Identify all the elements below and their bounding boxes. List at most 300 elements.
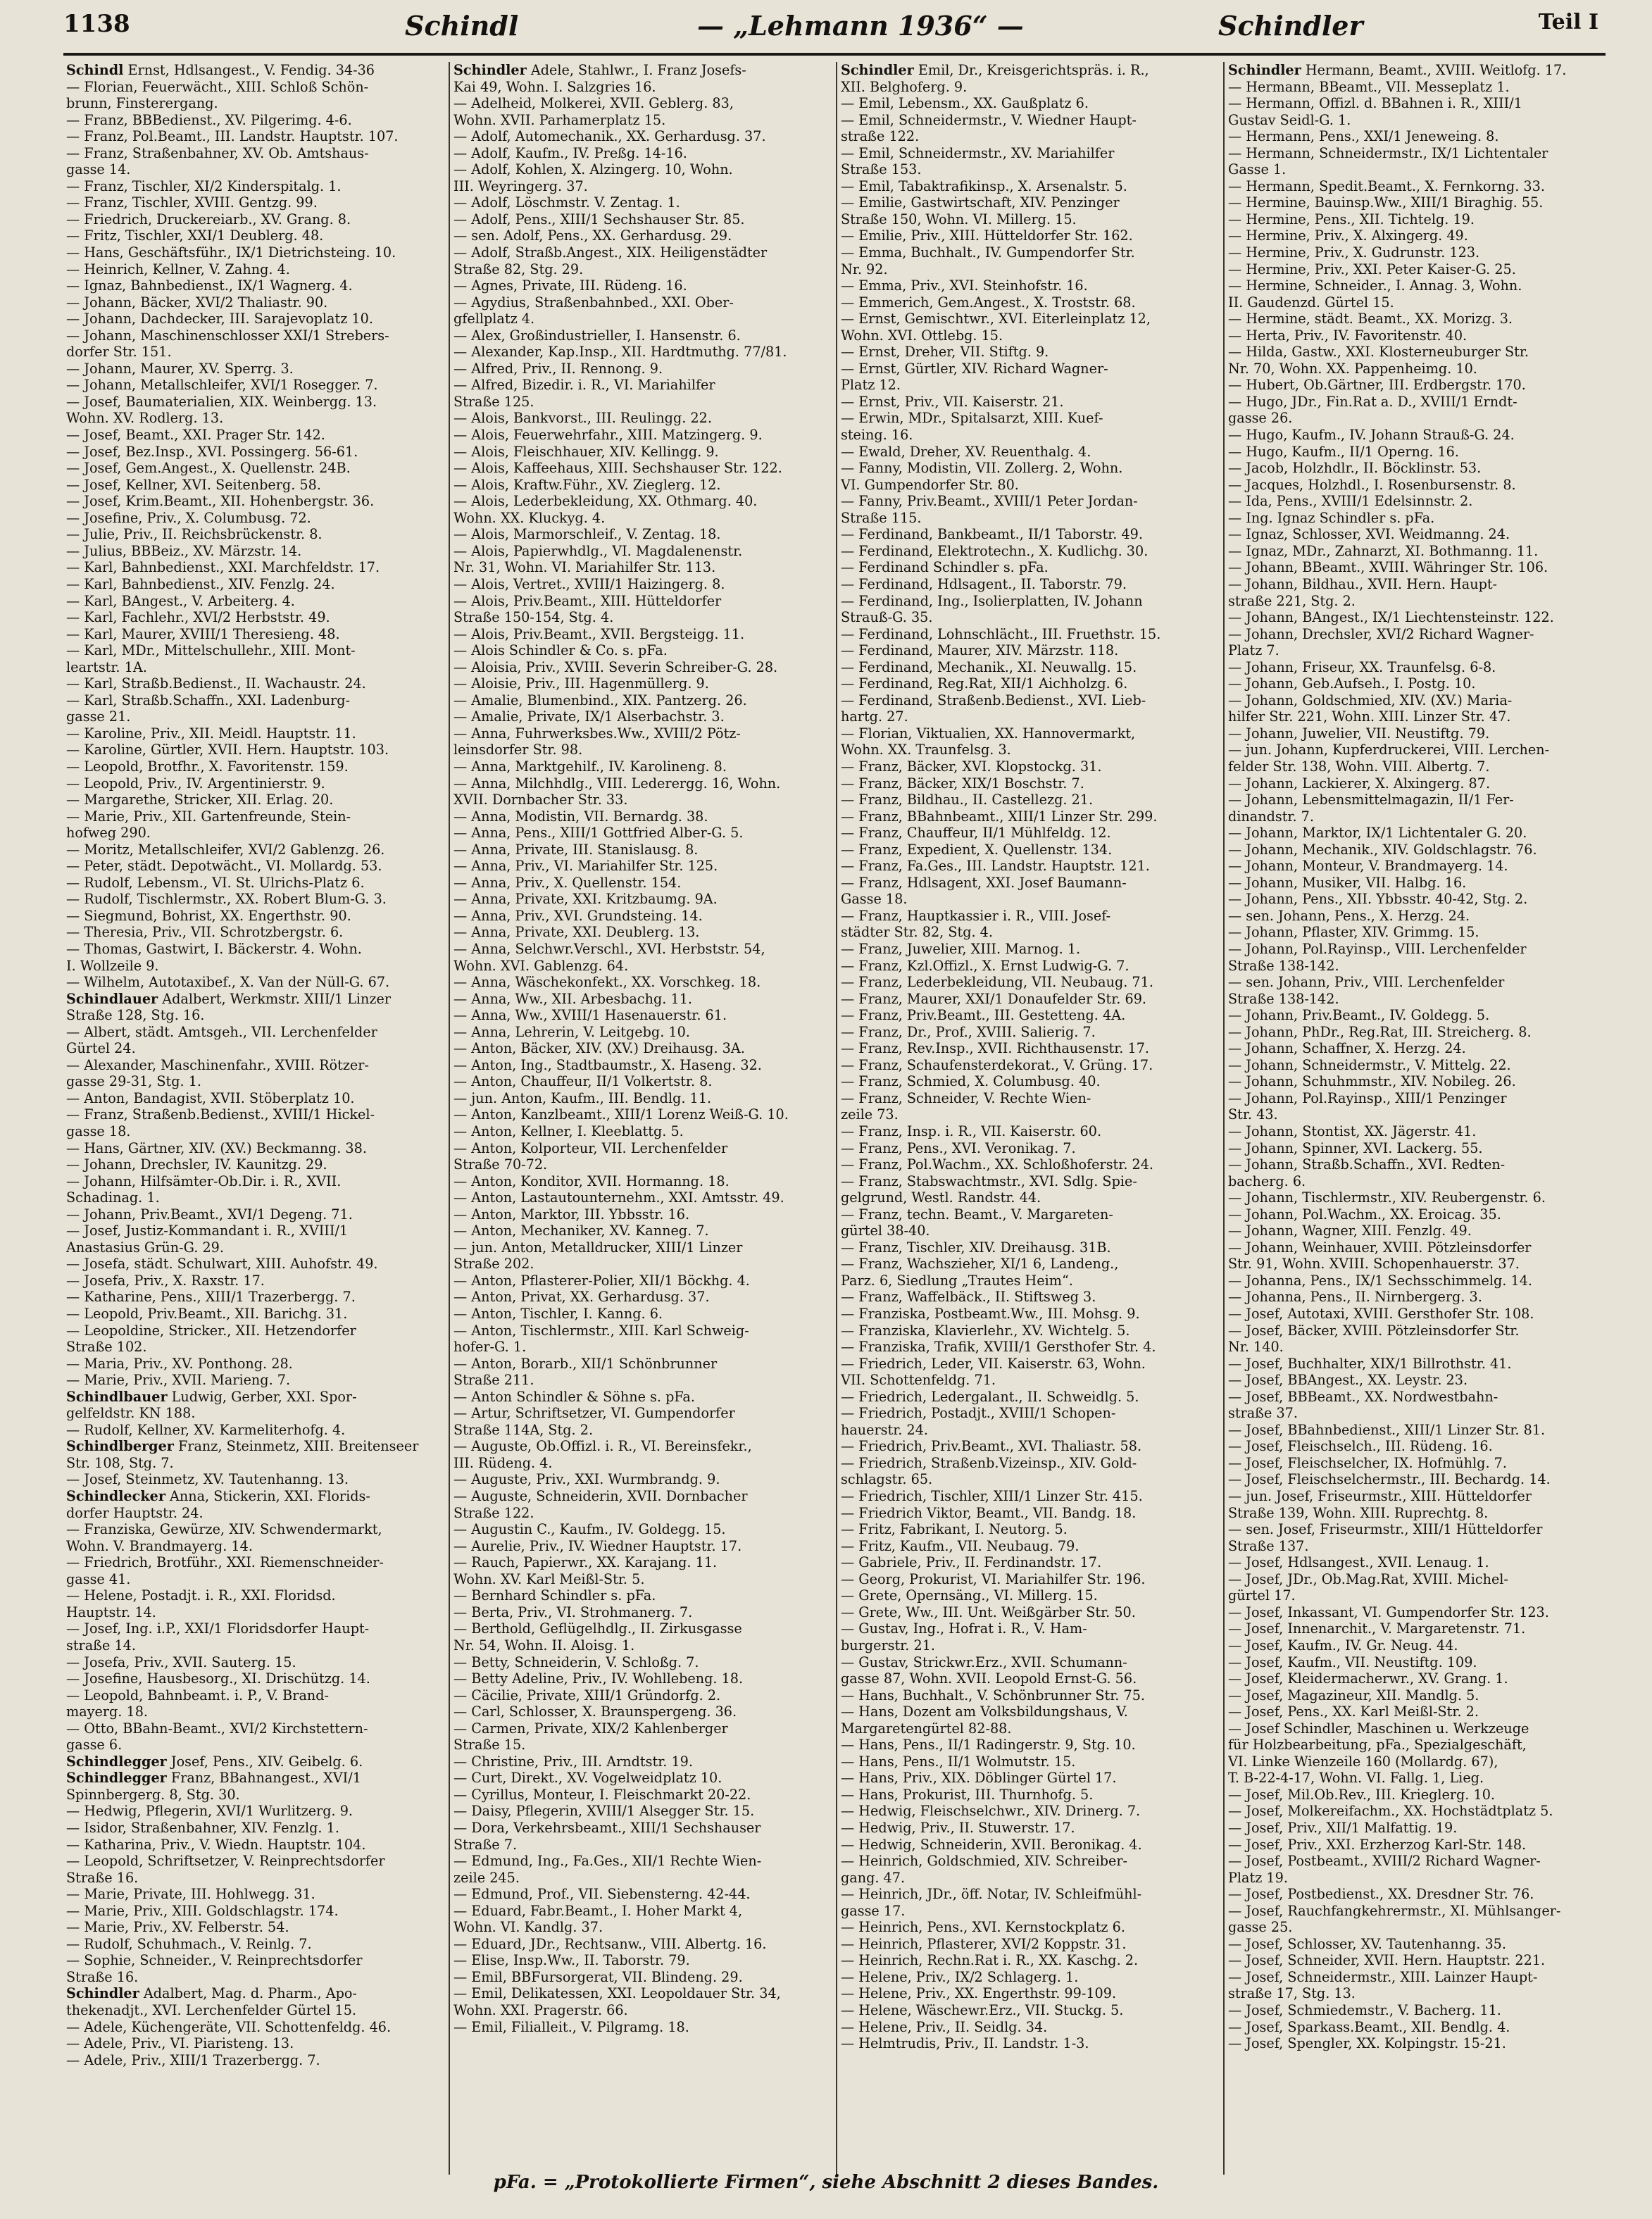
directory-line: — jun. Josef, Friseurmstr., XIII. Hütteldorfer (1228, 1488, 1532, 1505)
directory-line: — Hans, Pens., II/1 Radingerstr. 9, Stg. 10. (841, 1737, 1136, 1754)
directory-line: — Jacob, Holzhdlr., II. Böcklinstr. 53. (1228, 460, 1482, 477)
directory-line: — Hermine, Bauinsp.Ww., XIII/1 Biraghig. 55. (1228, 194, 1544, 211)
directory-line: Schindler Hermann, Beamt., XVIII. Weitlofg. 17. (1228, 62, 1567, 78)
directory-line: Gasse 18. (841, 891, 908, 908)
center-running-head: — „Lehmann 1936“ — (697, 10, 1024, 42)
directory-line: Schadinag. 1. (66, 1189, 160, 1206)
directory-line: — Josef, JDr., Ob.Mag.Rat, XVIII. Michel- (1228, 1570, 1508, 1587)
directory-line: — Leopold, Priv., IV. Argentinierstr. 9. (66, 775, 325, 792)
directory-line: gasse 21. (66, 708, 131, 725)
directory-line: — Gabriele, Priv., II. Ferdinandstr. 17. (841, 1554, 1102, 1571)
directory-line: — Auguste, Ob.Offizl. i. R., VI. Bereinsfekr., (453, 1438, 752, 1455)
directory-line: — Anna, Priv., X. Quellenstr. 154. (453, 874, 682, 891)
directory-line: — Hedwig, Priv., II. Stuwerstr. 17. (841, 1819, 1075, 1836)
directory-line: — Johann, Priv.Beamt., IV. Goldegg. 5. (1228, 1007, 1490, 1024)
directory-line: leartstr. 1A. (66, 658, 147, 675)
directory-line: — Edmund, Prof., VII. Siebensterng. 42-44. (453, 1886, 751, 1903)
directory-line: — Anton, Kellner, I. Kleeblattg. 5. (453, 1123, 684, 1139)
directory-line: — Franz, Priv.Beamt., III. Gestetteng. 4A. (841, 1007, 1126, 1024)
directory-line: — Anton, Privat, XX. Gerhardusg. 37. (453, 1289, 710, 1306)
directory-line: — Josef, Rauchfangkehrermstr., XI. Mühlsanger- (1228, 1902, 1561, 1919)
directory-line: — Hugo, JDr., Fin.Rat a. D., XVIII/1 Erndt- (1228, 393, 1518, 410)
directory-line: — Carl, Schlosser, X. Braunspergeng. 36. (453, 1704, 737, 1720)
directory-line: für Holzbearbeitung, pFa., Spezialgeschäft, (1228, 1737, 1527, 1754)
page-number: 1138 (63, 10, 130, 38)
directory-line: Wohn. V. Brandmayerg. 14. (66, 1537, 253, 1554)
directory-line: gürtel 17. (1228, 1587, 1296, 1604)
directory-line: — Johann, Pol.Rayinsp., VIII. Lerchenfelder (1228, 940, 1527, 957)
directory-line: — Heinrich, Pflasterer, XVI/2 Koppstr. 31. (841, 1935, 1127, 1952)
directory-line: — Emma, Buchhalt., IV. Gumpendorfer Str. (841, 244, 1135, 261)
directory-line: — Hugo, Kaufm., IV. Johann Strauß-G. 24. (1228, 427, 1515, 444)
directory-line: XII. Belghoferg. 9. (841, 78, 968, 95)
directory-line: Kai 49, Wohn. I. Salzgries 16. (453, 78, 656, 95)
directory-line: — Franz, Bäcker, XIX/1 Boschstr. 7. (841, 775, 1084, 792)
directory-line: Hauptstr. 14. (66, 1604, 156, 1620)
directory-line: Straße 211. (453, 1372, 534, 1389)
directory-line: — Franz, Maurer, XXI/1 Donaufelder Str. 69. (841, 990, 1147, 1007)
directory-line: — Ferdinand, Reg.Rat, XII/1 Aichholzg. 6. (841, 675, 1128, 692)
directory-line: — Josef, Hdlsangest., XVII. Lenaug. 1. (1228, 1554, 1489, 1571)
directory-line: — Adolf, Kaufm., IV. Preßg. 14-16. (453, 144, 687, 161)
directory-line: Nr. 54, Wohn. II. Aloisg. 1. (453, 1637, 635, 1654)
directory-line: — Franz, Hdlsagent, XXI. Josef Baumann- (841, 874, 1127, 891)
directory-line: — Christine, Priv., III. Arndtstr. 19. (453, 1753, 693, 1770)
directory-line: Straße 150, Wohn. VI. Millerg. 15. (841, 211, 1077, 227)
directory-line: dorfer Str. 151. (66, 344, 172, 361)
directory-line: Straße 82, Stg. 29. (453, 261, 584, 277)
directory-line: — Anton, Konditor, XVII. Hormanng. 18. (453, 1173, 730, 1189)
directory-line: — Anton, Ing., Stadtbaumstr., X. Haseng. 32. (453, 1056, 762, 1073)
directory-line: — Anton, Marktor, III. Ybbsstr. 16. (453, 1206, 690, 1223)
directory-line: — Adolf, Pens., XIII/1 Sechshauser Str. 85. (453, 211, 745, 227)
directory-line: — Friedrich, Straßenb.Vizeinsp., XIV. Gold- (841, 1454, 1137, 1471)
directory-line: — Otto, BBahn-Beamt., XVI/2 Kirchstettern- (66, 1720, 368, 1737)
directory-line: Platz 12. (841, 377, 901, 394)
directory-line: — Maria, Priv., XV. Ponthong. 28. (66, 1355, 293, 1372)
directory-line: — Betty, Schneiderin, V. Schloßg. 7. (453, 1654, 699, 1670)
directory-line: — Friedrich, Brotführ., XXI. Riemenschneider- (66, 1554, 384, 1571)
directory-line: — Adolf, Straßb.Angest., XIX. Heiligenstädter (453, 244, 768, 261)
directory-line: — Josef, Fleischselcher, IX. Hofmühlg. 7. (1228, 1454, 1507, 1471)
directory-line: Straße 102. (66, 1339, 147, 1356)
directory-line: — Alois, Priv.Beamt., XIII. Hütteldorfer (453, 592, 722, 609)
directory-line: — Josef, Fleischselchermstr., III. Bechardg. 14. (1228, 1471, 1551, 1488)
directory-line: Str. 108, Stg. 7. (66, 1454, 174, 1471)
directory-line: — Hans, Dozent am Volksbildungshaus, V. (841, 1704, 1128, 1720)
directory-line: — Emilie, Priv., XIII. Hütteldorfer Str. 162. (841, 227, 1133, 244)
directory-line: — Adele, Priv., VI. Piaristeng. 13. (66, 2035, 294, 2052)
directory-line: — Eduard, JDr., Rechtsanw., VIII. Albertg. 16. (453, 1935, 767, 1952)
directory-line: Spinnbergerg. 8, Stg. 30. (66, 1786, 240, 1803)
directory-line: — Karl, Maurer, XVIII/1 Theresieng. 48. (66, 625, 340, 642)
directory-line: — Josefa, städt. Schulwart, XIII. Auhofstr. 49. (66, 1256, 378, 1273)
directory-line: — Alois, Feuerwehrfahr., XIII. Matzingerg. 9. (453, 427, 763, 444)
directory-line: — Johann, Mechanik., XIV. Goldschlagstr. 76. (1228, 841, 1537, 858)
directory-line: — Katharina, Priv., V. Wiedn. Hauptstr. 104. (66, 1836, 366, 1853)
directory-line: gasse 41. (66, 1570, 131, 1587)
directory-line: Straße 7. (453, 1836, 518, 1853)
directory-line: — jun. Johann, Kupferdruckerei, VIII. Lerchen- (1228, 742, 1550, 758)
directory-line: — Karl, BAngest., V. Arbeiterg. 4. (66, 592, 295, 609)
directory-line: — Anton, Borarb., XII/1 Schönbrunner (453, 1355, 718, 1372)
directory-line: — Anton, Bandagist, XVII. Stöberplatz 10. (66, 1089, 355, 1106)
directory-line: — Hugo, Kaufm., II/1 Operng. 16. (1228, 443, 1459, 460)
directory-line: Str. 91, Wohn. XVIII. Schopenhauerstr. 37. (1228, 1256, 1520, 1273)
directory-line: Wohn. XX. Traunfelsg. 3. (841, 742, 1011, 758)
directory-line: — Josef, Schneidermstr., XIII. Lainzer Haupt- (1228, 1968, 1538, 1985)
directory-line: Straße 138-142. (1228, 957, 1339, 974)
directory-line: — Hans, Pens., II/1 Wolmutstr. 15. (841, 1753, 1076, 1770)
directory-line: — Ignaz, Schlosser, XVI. Weidmanng. 24. (1228, 526, 1510, 543)
directory-line: — Hermine, Schneider., I. Annag. 3, Wohn. (1228, 277, 1522, 294)
directory-line: mayerg. 18. (66, 1704, 148, 1720)
directory-line: — Josef, Priv., XXI. Erzherzog Karl-Str. 148. (1228, 1836, 1527, 1853)
directory-line: — Josef, Kleidermacherwr., XV. Grang. 1. (1228, 1670, 1508, 1687)
directory-line: zeile 245. (453, 1869, 520, 1886)
right-running-head: Schindler (1218, 10, 1363, 42)
directory-line: — Carmen, Private, XIX/2 Kahlenberger (453, 1720, 728, 1737)
directory-line: — Josef, Ing. i.P., XXI/1 Floridsdorfer Haupt- (66, 1620, 370, 1637)
directory-line: — Franz, BBBedienst., XV. Pilgerimg. 4-6. (66, 111, 352, 128)
directory-line: — Leopold, Schriftsetzer, V. Reinprechtsdorfer (66, 1853, 385, 1870)
directory-line: — Josef, Schlosser, XV. Tautenhanng. 35. (1228, 1935, 1506, 1952)
directory-line: — Hilda, Gastw., XXI. Klosterneuburger Str. (1228, 344, 1529, 361)
directory-line: — Josef, Pens., XX. Karl Meißl-Str. 2. (1228, 1704, 1479, 1720)
directory-line: — Josef, Bez.Insp., XVI. Possingerg. 56-61. (66, 443, 358, 460)
directory-line: — Helene, Priv., IX/2 Schlagerg. 1. (841, 1968, 1079, 1985)
directory-line: Schindlegger Franz, BBahnangest., XVI/1 (66, 1770, 361, 1787)
directory-line: — Alexander, Kap.Insp., XII. Hardtmuthg. 77/81. (453, 344, 787, 361)
directory-line: — Franz, Fa.Ges., III. Landstr. Hauptstr. 121. (841, 858, 1150, 875)
directory-line: — Josef, Magazineur, XII. Mandlg. 5. (1228, 1687, 1479, 1704)
directory-line: — Josef, Postbedienst., XX. Dresdner Str. 76. (1228, 1886, 1534, 1903)
directory-line: Schindlauer Adalbert, Werkmstr. XIII/1 Linzer (66, 990, 392, 1007)
directory-line: — Helene, Priv., XX. Engerthstr. 99-109. (841, 1985, 1117, 2002)
directory-line: — Emil, Lebensm., XX. Gaußplatz 6. (841, 95, 1089, 112)
directory-line: — Aloisie, Priv., III. Hagenmüllerg. 9. (453, 675, 709, 692)
directory-line: I. Wollzeile 9. (66, 957, 159, 974)
directory-line: — Josef, Baumaterialien, XIX. Weinbergg. 13. (66, 393, 377, 410)
directory-line: — Franz, Schaufensterdekorat., V. Grüng. 17. (841, 1056, 1153, 1073)
directory-line: — Franz, Tischler, XI/2 Kinderspitalg. 1. (66, 177, 342, 194)
directory-line: — Josefine, Hausbesorg., XI. Drischützg. 14. (66, 1670, 370, 1687)
directory-line: — Alois, Kaffeehaus, XIII. Sechshauser Str. 122. (453, 460, 782, 477)
directory-line: — Florian, Viktualien, XX. Hannovermarkt, (841, 725, 1136, 742)
directory-line: — Anna, Private, XXI. Kritzbaumg. 9A. (453, 891, 718, 908)
directory-line: — Emil, Delikatessen, XXI. Leopoldauer Str. 34, (453, 1985, 781, 2002)
directory-line: — Franz, Stabswachtmstr., XVI. Sdlg. Spie- (841, 1173, 1137, 1189)
directory-line: — Franziska, Postbeamt.Ww., III. Mohsg. 9. (841, 1306, 1140, 1323)
directory-line: — Gustav, Ing., Hofrat i. R., V. Ham- (841, 1620, 1087, 1637)
directory-line: Nr. 70, Wohn. XX. Pappenheimg. 10. (1228, 360, 1477, 377)
directory-line: — Johann, Stontist, XX. Jägerstr. 41. (1228, 1123, 1477, 1139)
directory-line: Str. 43. (1228, 1106, 1278, 1123)
directory-line: — Hans, Gärtner, XIV. (XV.) Beckmanng. 38. (66, 1139, 367, 1156)
directory-line: — Anna, Modistin, VII. Bernardg. 38. (453, 808, 708, 825)
directory-line: — Ferdinand, Straßenb.Bedienst., XVI. Lieb- (841, 692, 1146, 708)
directory-line: — Johann, Monteur, V. Brandmayerg. 14. (1228, 858, 1508, 875)
directory-line: — Margarethe, Stricker, XII. Erlag. 20. (66, 792, 334, 808)
directory-line: — Ferdinand, Maurer, XIV. Märzstr. 118. (841, 642, 1119, 659)
directory-line: — Helene, Priv., II. Seidlg. 34. (841, 2018, 1048, 2035)
directory-line: — Johann, Hilfsämter-Ob.Dir. i. R., XVII. (66, 1173, 342, 1189)
directory-line: — Alois, Marmorschleif., V. Zentag. 18. (453, 526, 721, 543)
directory-line: — Hermine, Pens., XII. Tichtelg. 19. (1228, 211, 1475, 227)
directory-line: — Fritz, Kaufm., VII. Neubaug. 79. (841, 1537, 1080, 1554)
directory-line: — Anna, Lehrerin, V. Leitgebg. 10. (453, 1023, 690, 1040)
directory-line: — Aloisia, Priv., XVIII. Severin Schreiber-G. 28. (453, 658, 778, 675)
directory-line: — Ernst, Priv., VII. Kaiserstr. 21. (841, 393, 1064, 410)
directory-line: — Alfred, Bizedir. i. R., VI. Mariahilfer (453, 377, 715, 394)
directory-line: — Ida, Pens., XVIII/1 Edelsinnstr. 2. (1228, 493, 1473, 510)
header-rule (63, 53, 1606, 56)
directory-line: — Franziska, Klavierlehr., XV. Wichtelg. 5. (841, 1322, 1130, 1339)
directory-line: — Ferdinand, Ing., Isolierplatten, IV. Johann (841, 592, 1143, 609)
directory-line: — Franz, Dr., Prof., XVIII. Salierig. 7. (841, 1023, 1096, 1040)
directory-line: — Johann, Friseur, XX. Traunfelsg. 6-8. (1228, 658, 1496, 675)
directory-line: — Ignaz, Bahnbedienst., IX/1 Wagnerg. 4. (66, 277, 353, 294)
directory-line: — Grete, Opernsäng., VI. Millerg. 15. (841, 1587, 1098, 1604)
directory-line: — Hans, Prokurist, III. Thurnhofg. 5. (841, 1786, 1094, 1803)
directory-line: straße 14. (66, 1637, 136, 1654)
directory-line: — Anton, Mechaniker, XV. Kanneg. 7. (453, 1223, 709, 1239)
directory-line: — Franz, Juwelier, XIII. Marnog. 1. (841, 940, 1081, 957)
directory-line: — Friedrich Viktor, Beamt., VII. Bandg. 18. (841, 1504, 1137, 1521)
directory-line: — Ferdinand, Elektrotechn., X. Kudlichg. 30. (841, 542, 1149, 559)
directory-line: — Wilhelm, Autotaxibef., X. Van der Nüll-G. 67. (66, 974, 390, 991)
page-header (63, 10, 1598, 45)
directory-line: — Josef, Bäcker, XVIII. Pötzleinsdorfer Str. (1228, 1322, 1520, 1339)
directory-line: — Theresia, Priv., VII. Schrotzbergstr. 6. (66, 924, 344, 941)
directory-line: — Alois, Priv.Beamt., XVII. Bergsteigg. 11. (453, 625, 745, 642)
directory-line: Straße 150-154, Stg. 4. (453, 609, 614, 626)
directory-line: — Josef Schindler, Maschinen u. Werkzeuge (1228, 1720, 1529, 1737)
directory-line: Wohn. VI. Kandlg. 37. (453, 1919, 603, 1936)
directory-line: — Josef, Autotaxi, XVIII. Gersthofer Str. 108. (1228, 1306, 1534, 1323)
directory-line: — Adele, Küchengeräte, VII. Schottenfeldg. 46. (66, 2018, 392, 2035)
directory-line: Straße 137. (1228, 1537, 1309, 1554)
directory-line: — Florian, Feuerwächt., XIII. Schloß Schön- (66, 78, 369, 95)
directory-line: — Karl, Fachlehr., XVI/2 Herbststr. 49. (66, 609, 330, 626)
directory-line: — Heinrich, Rechn.Rat i. R., XX. Kaschg. 2. (841, 1952, 1139, 1969)
directory-line: — Franz, Bäcker, XVI. Klopstockg. 31. (841, 758, 1102, 775)
part-label: Teil I (1538, 10, 1598, 35)
directory-line: Anastasius Grün-G. 29. (66, 1239, 224, 1256)
directory-line: — Julius, BBBeiz., XV. Märzstr. 14. (66, 542, 302, 559)
directory-line: VI. Linke Wienzeile 160 (Mollardg. 67), (1228, 1753, 1498, 1770)
directory-line: — Anton, Kanzlbeamt., XIII/1 Lorenz Weiß-G. 10. (453, 1106, 789, 1123)
directory-line: — Johann, Bäcker, XVI/2 Thaliastr. 90. (66, 294, 328, 311)
directory-line: — Fritz, Fabrikant, I. Neutorg. 5. (841, 1521, 1068, 1538)
directory-line: leinsdorfer Str. 98. (453, 742, 583, 758)
directory-line: — Leopold, Priv.Beamt., XII. Barichg. 31. (66, 1306, 348, 1323)
directory-line: — Jacques, Holzhdl., I. Rosenbursenstr. 8. (1228, 476, 1516, 493)
directory-line: — Johann, Lackierer, X. Alxingerg. 87. (1228, 775, 1491, 792)
directory-line: Straße 70-72. (453, 1156, 548, 1173)
directory-line: — Berta, Priv., VI. Strohmanerg. 7. (453, 1604, 693, 1620)
directory-line: Parz. 6, Siedlung „Trautes Heim“. (841, 1272, 1073, 1289)
directory-line: brunn, Finsterergang. (66, 95, 218, 112)
directory-line: — Bernhard Schindler s. pFa. (453, 1587, 656, 1604)
directory-line: Strauß-G. 35. (841, 609, 933, 626)
directory-line: — Karl, Bahnbedienst., XXI. Marchfeldstr. 17. (66, 559, 380, 576)
directory-line: — Franz, Pol.Beamt., III. Landstr. Hauptstr. 107. (66, 128, 399, 145)
directory-line: — Johann, Straßb.Schaffn., XVI. Redten- (1228, 1156, 1506, 1173)
directory-line: — Hubert, Ob.Gärtner, III. Erdbergstr. 170. (1228, 377, 1526, 394)
directory-line: Straße 122. (453, 1504, 534, 1521)
directory-line: — Johann, Dachdecker, III. Sarajevoplatz 10. (66, 311, 373, 327)
directory-line: — Johann, Maurer, XV. Sperrg. 3. (66, 360, 294, 377)
directory-line: — Agnes, Private, III. Rüdeng. 16. (453, 277, 687, 294)
directory-line: Straße 128, Stg. 16. (66, 1007, 205, 1024)
directory-line: — Josef, Spengler, XX. Kolpingstr. 15-21. (1228, 2035, 1506, 2052)
directory-line: — Emmerich, Gem.Angest., X. Troststr. 68. (841, 294, 1136, 311)
directory-line: felder Str. 138, Wohn. VIII. Albertg. 7. (1228, 758, 1490, 775)
directory-line: — Berthold, Geflügelhdlg., II. Zirkusgasse (453, 1620, 742, 1637)
directory-line: — Johann, Bildhau., XVII. Hern. Haupt- (1228, 575, 1498, 592)
directory-line: — Anna, Wäschekonfekt., XX. Vorschkeg. 18. (453, 974, 761, 991)
directory-line: XVII. Dornbacher Str. 33. (453, 792, 628, 808)
directory-line: — Alois, Bankvorst., III. Reulingg. 22. (453, 410, 712, 427)
directory-line: Platz 7. (1228, 642, 1279, 659)
directory-line: — Karl, MDr., Mittelschullehr., XIII. Mont- (66, 642, 356, 659)
directory-line: — Franz, BBahnbeamt., XIII/1 Linzer Str. 299. (841, 808, 1158, 825)
directory-line: — Anna, Priv., XVI. Grundsteing. 14. (453, 907, 703, 924)
directory-line: hauerstr. 24. (841, 1421, 929, 1438)
directory-line: — Sophie, Schneider., V. Reinprechtsdorfer (66, 1952, 363, 1969)
directory-line: — Ignaz, MDr., Zahnarzt, XI. Bothmanng. 11. (1228, 542, 1539, 559)
directory-line: — Anna, Milchhdlg., VIII. Lederergg. 16, Wohn. (453, 775, 781, 792)
directory-line: — sen. Adolf, Pens., XX. Gerhardusg. 29. (453, 227, 732, 244)
directory-line: — Johann, Weinhauer, XVIII. Pötzleinsdorfer (1228, 1239, 1532, 1256)
directory-line: — Franz, Pol.Wachm., XX. Schloßhoferstr. 24. (841, 1156, 1154, 1173)
directory-line: steing. 16. (841, 427, 913, 444)
directory-line: — Amalie, Blumenbind., XIX. Pantzerg. 26. (453, 692, 747, 708)
directory-line: — Johann, Marktor, IX/1 Lichtentaler G. 20. (1228, 825, 1527, 842)
directory-line: — Karl, Bahnbedienst., XIV. Fenzlg. 24. (66, 575, 335, 592)
directory-line: — Johann, Drechsler, XVI/2 Richard Wagner- (1228, 625, 1534, 642)
directory-line: — Anna, Ww., XVIII/1 Hasenauerstr. 61. (453, 1007, 727, 1024)
directory-line: Straße 202. (453, 1256, 534, 1273)
directory-line: Wohn. XVI. Ottlebg. 15. (841, 327, 1003, 344)
directory-line: — Anna, Pens., XIII/1 Gottfried Alber-G. 5. (453, 825, 744, 842)
directory-line: T. B-22-4-17, Wohn. VI. Fallg. 1, Lieg. (1228, 1770, 1484, 1787)
directory-line: — Georg, Prokurist, VI. Mariahilfer Str. 196. (841, 1570, 1146, 1587)
directory-line: — Helene, Postadjt. i. R., XXI. Floridsd. (66, 1587, 336, 1604)
directory-line: — Franz, Schneider, V. Rechte Wien- (841, 1089, 1091, 1106)
directory-line: — Josef, Priv., XII/1 Malfattig. 19. (1228, 1819, 1458, 1836)
directory-line: — Anna, Private, III. Stanislausg. 8. (453, 841, 699, 858)
directory-line: — Franz, Chauffeur, II/1 Mühlfeldg. 12. (841, 825, 1111, 842)
directory-line: Nr. 140. (1228, 1339, 1284, 1356)
directory-line: — Johann, BAngest., IX/1 Liechtensteinstr. 122. (1228, 609, 1554, 626)
directory-line: — Josef, Inkassant, VI. Gumpendorfer Str. 123. (1228, 1604, 1549, 1620)
directory-line: straße 37. (1228, 1405, 1298, 1422)
directory-line: dorfer Hauptstr. 24. (66, 1504, 204, 1521)
directory-line: — Hermine, städt. Beamt., XX. Morizg. 3. (1228, 311, 1513, 327)
directory-line: — Dora, Verkehrsbeamt., XIII/1 Sechshauser (453, 1819, 761, 1836)
directory-line: — Adele, Priv., XIII/1 Trazerbergg. 7. (66, 2051, 320, 2068)
directory-line: — Hans, Geschäftsführ., IX/1 Dietrichsteing. 10. (66, 244, 396, 261)
directory-line: — Franz, Waffelbäck., II. Stiftsweg 3. (841, 1289, 1096, 1306)
directory-line: Wohn. XX. Kluckyg. 4. (453, 509, 606, 526)
directory-line: — Emilie, Gastwirtschaft, XIV. Penzinger (841, 194, 1120, 211)
directory-line: II. Gaudenzd. Gürtel 15. (1228, 294, 1394, 311)
directory-line: — Hermann, Spedit.Beamt., X. Fernkorng. 33. (1228, 177, 1545, 194)
directory-line: — Elise, Insp.Ww., II. Taborstr. 79. (453, 1952, 690, 1969)
directory-line: — Hedwig, Schneiderin, XVII. Beronikag. 4. (841, 1836, 1142, 1853)
directory-line: — Johanna, Pens., IX/1 Sechsschimmelg. 14. (1228, 1272, 1533, 1289)
directory-line: — Marie, Private, III. Hohlwegg. 31. (66, 1886, 315, 1903)
directory-line: — Ing. Ignaz Schindler s. pFa. (1228, 509, 1435, 526)
directory-line: — Friedrich, Leder, VII. Kaiserstr. 63, Wohn. (841, 1355, 1146, 1372)
directory-line: — Johann, Drechsler, IV. Kaunitzg. 29. (66, 1156, 327, 1173)
directory-line: Straße 139, Wohn. XIII. Ruprechtg. 8. (1228, 1504, 1489, 1521)
directory-line: — Johann, Juwelier, VII. Neustiftg. 79. (1228, 725, 1490, 742)
directory-line: — Franz, Tischler, XVIII. Gentzg. 99. (66, 194, 318, 211)
directory-line: — Franz, Straßenb.Bedienst., XVIII/1 Hickel- (66, 1106, 375, 1123)
directory-line: gasse 87, Wohn. XVII. Leopold Ernst-G. 56. (841, 1670, 1137, 1687)
directory-line: — Anton, Lastautounternehm., XXI. Amtsstr. 49. (453, 1189, 784, 1206)
directory-line: — Anna, Ww., XII. Arbesbachg. 11. (453, 990, 693, 1007)
directory-line: — Ernst, Dreher, VII. Stiftg. 9. (841, 344, 1049, 361)
directory-line: — Adolf, Kohlen, X. Alzingerg. 10, Wohn. (453, 161, 733, 178)
directory-line: — Friedrich, Tischler, XIII/1 Linzer Str. 415. (841, 1488, 1143, 1505)
directory-line: bacherg. 6. (1228, 1173, 1306, 1189)
directory-line: VII. Schottenfeldg. 71. (841, 1372, 996, 1389)
directory-line: — Johann, Maschinenschlosser XXI/1 Strebers- (66, 327, 389, 344)
directory-line: III. Weyringerg. 37. (453, 177, 588, 194)
directory-line: — Curt, Direkt., XV. Vogelweidplatz 10. (453, 1770, 722, 1787)
directory-line: — Josef, Fleischselch., III. Rüdeng. 16. (1228, 1438, 1493, 1455)
directory-line: — Hans, Buchhalt., V. Schönbrunner Str. 75. (841, 1687, 1146, 1704)
directory-line: — Josef, BBBeamt., XX. Nordwestbahn- (1228, 1388, 1498, 1405)
directory-line: — Emil, Schneidermstr., XV. Mariahilfer (841, 144, 1115, 161)
directory-line: städter Str. 82, Stg. 4. (841, 924, 993, 941)
directory-line: — jun. Anton, Metalldrucker, XIII/1 Linzer (453, 1239, 743, 1256)
directory-line: Platz 19. (1228, 1869, 1288, 1886)
directory-line: — Anton, Bäcker, XIV. (XV.) Dreihausg. 3A. (453, 1040, 745, 1057)
directory-line: — Rudolf, Tischlermstr., XX. Robert Blum-G. 3. (66, 891, 387, 908)
directory-line: — Josef, Sparkass.Beamt., XII. Bendlg. 4. (1228, 2018, 1510, 2035)
directory-line: Schindler Emil, Dr., Kreisgerichtspräs. i. R., (841, 62, 1149, 78)
directory-line: gasse 26. (1228, 410, 1293, 427)
directory-line: — Katharine, Pens., XIII/1 Trazerbergg. 7. (66, 1289, 356, 1306)
directory-line: — Ernst, Gemischtwr., XVI. Eiterleinplatz 12, (841, 311, 1151, 327)
directory-line: Nr. 92. (841, 261, 888, 277)
directory-line: — Friedrich, Postadjt., XVIII/1 Schopen- (841, 1405, 1116, 1422)
directory-line: — Edmund, Ing., Fa.Ges., XII/1 Rechte Wien- (453, 1853, 762, 1870)
directory-line: — Hedwig, Fleischselchwr., XIV. Drinerg. 7. (841, 1803, 1141, 1820)
directory-line: straße 221, Stg. 2. (1228, 592, 1356, 609)
directory-line: gürtel 38-40. (841, 1223, 930, 1239)
directory-line: — Leopoldine, Stricker., XII. Hetzendorfer (66, 1322, 356, 1339)
directory-line: — Josef, BBAngest., XX. Leystr. 23. (1228, 1372, 1468, 1389)
directory-line: Schindler Adalbert, Mag. d. Pharm., Apo- (66, 1985, 357, 2002)
directory-line: zeile 73. (841, 1106, 899, 1123)
directory-line: straße 17, Stg. 13. (1228, 1985, 1356, 2002)
directory-line: Wohn. XVI. Gablenzg. 64. (453, 957, 629, 974)
directory-line: Straße 114A, Stg. 2. (453, 1421, 594, 1438)
directory-line: — Josef, Molkereifachm., XX. Hochstädtplatz 5. (1228, 1803, 1553, 1820)
directory-line: — Josef, Gem.Angest., X. Quellenstr. 24B. (66, 460, 351, 477)
directory-line: — sen. Josef, Friseurmstr., XIII/1 Hütteldorfer (1228, 1521, 1543, 1538)
directory-line: — Josef, Innenarchit., V. Margaretenstr. 71. (1228, 1620, 1526, 1637)
directory-line: — Rudolf, Lebensm., VI. St. Ulrichs-Platz 6. (66, 874, 365, 891)
directory-line: — Franz, Bildhau., II. Castellezg. 21. (841, 792, 1094, 808)
directory-line: — Johann, Schneidermstr., V. Mittelg. 22. (1228, 1056, 1511, 1073)
